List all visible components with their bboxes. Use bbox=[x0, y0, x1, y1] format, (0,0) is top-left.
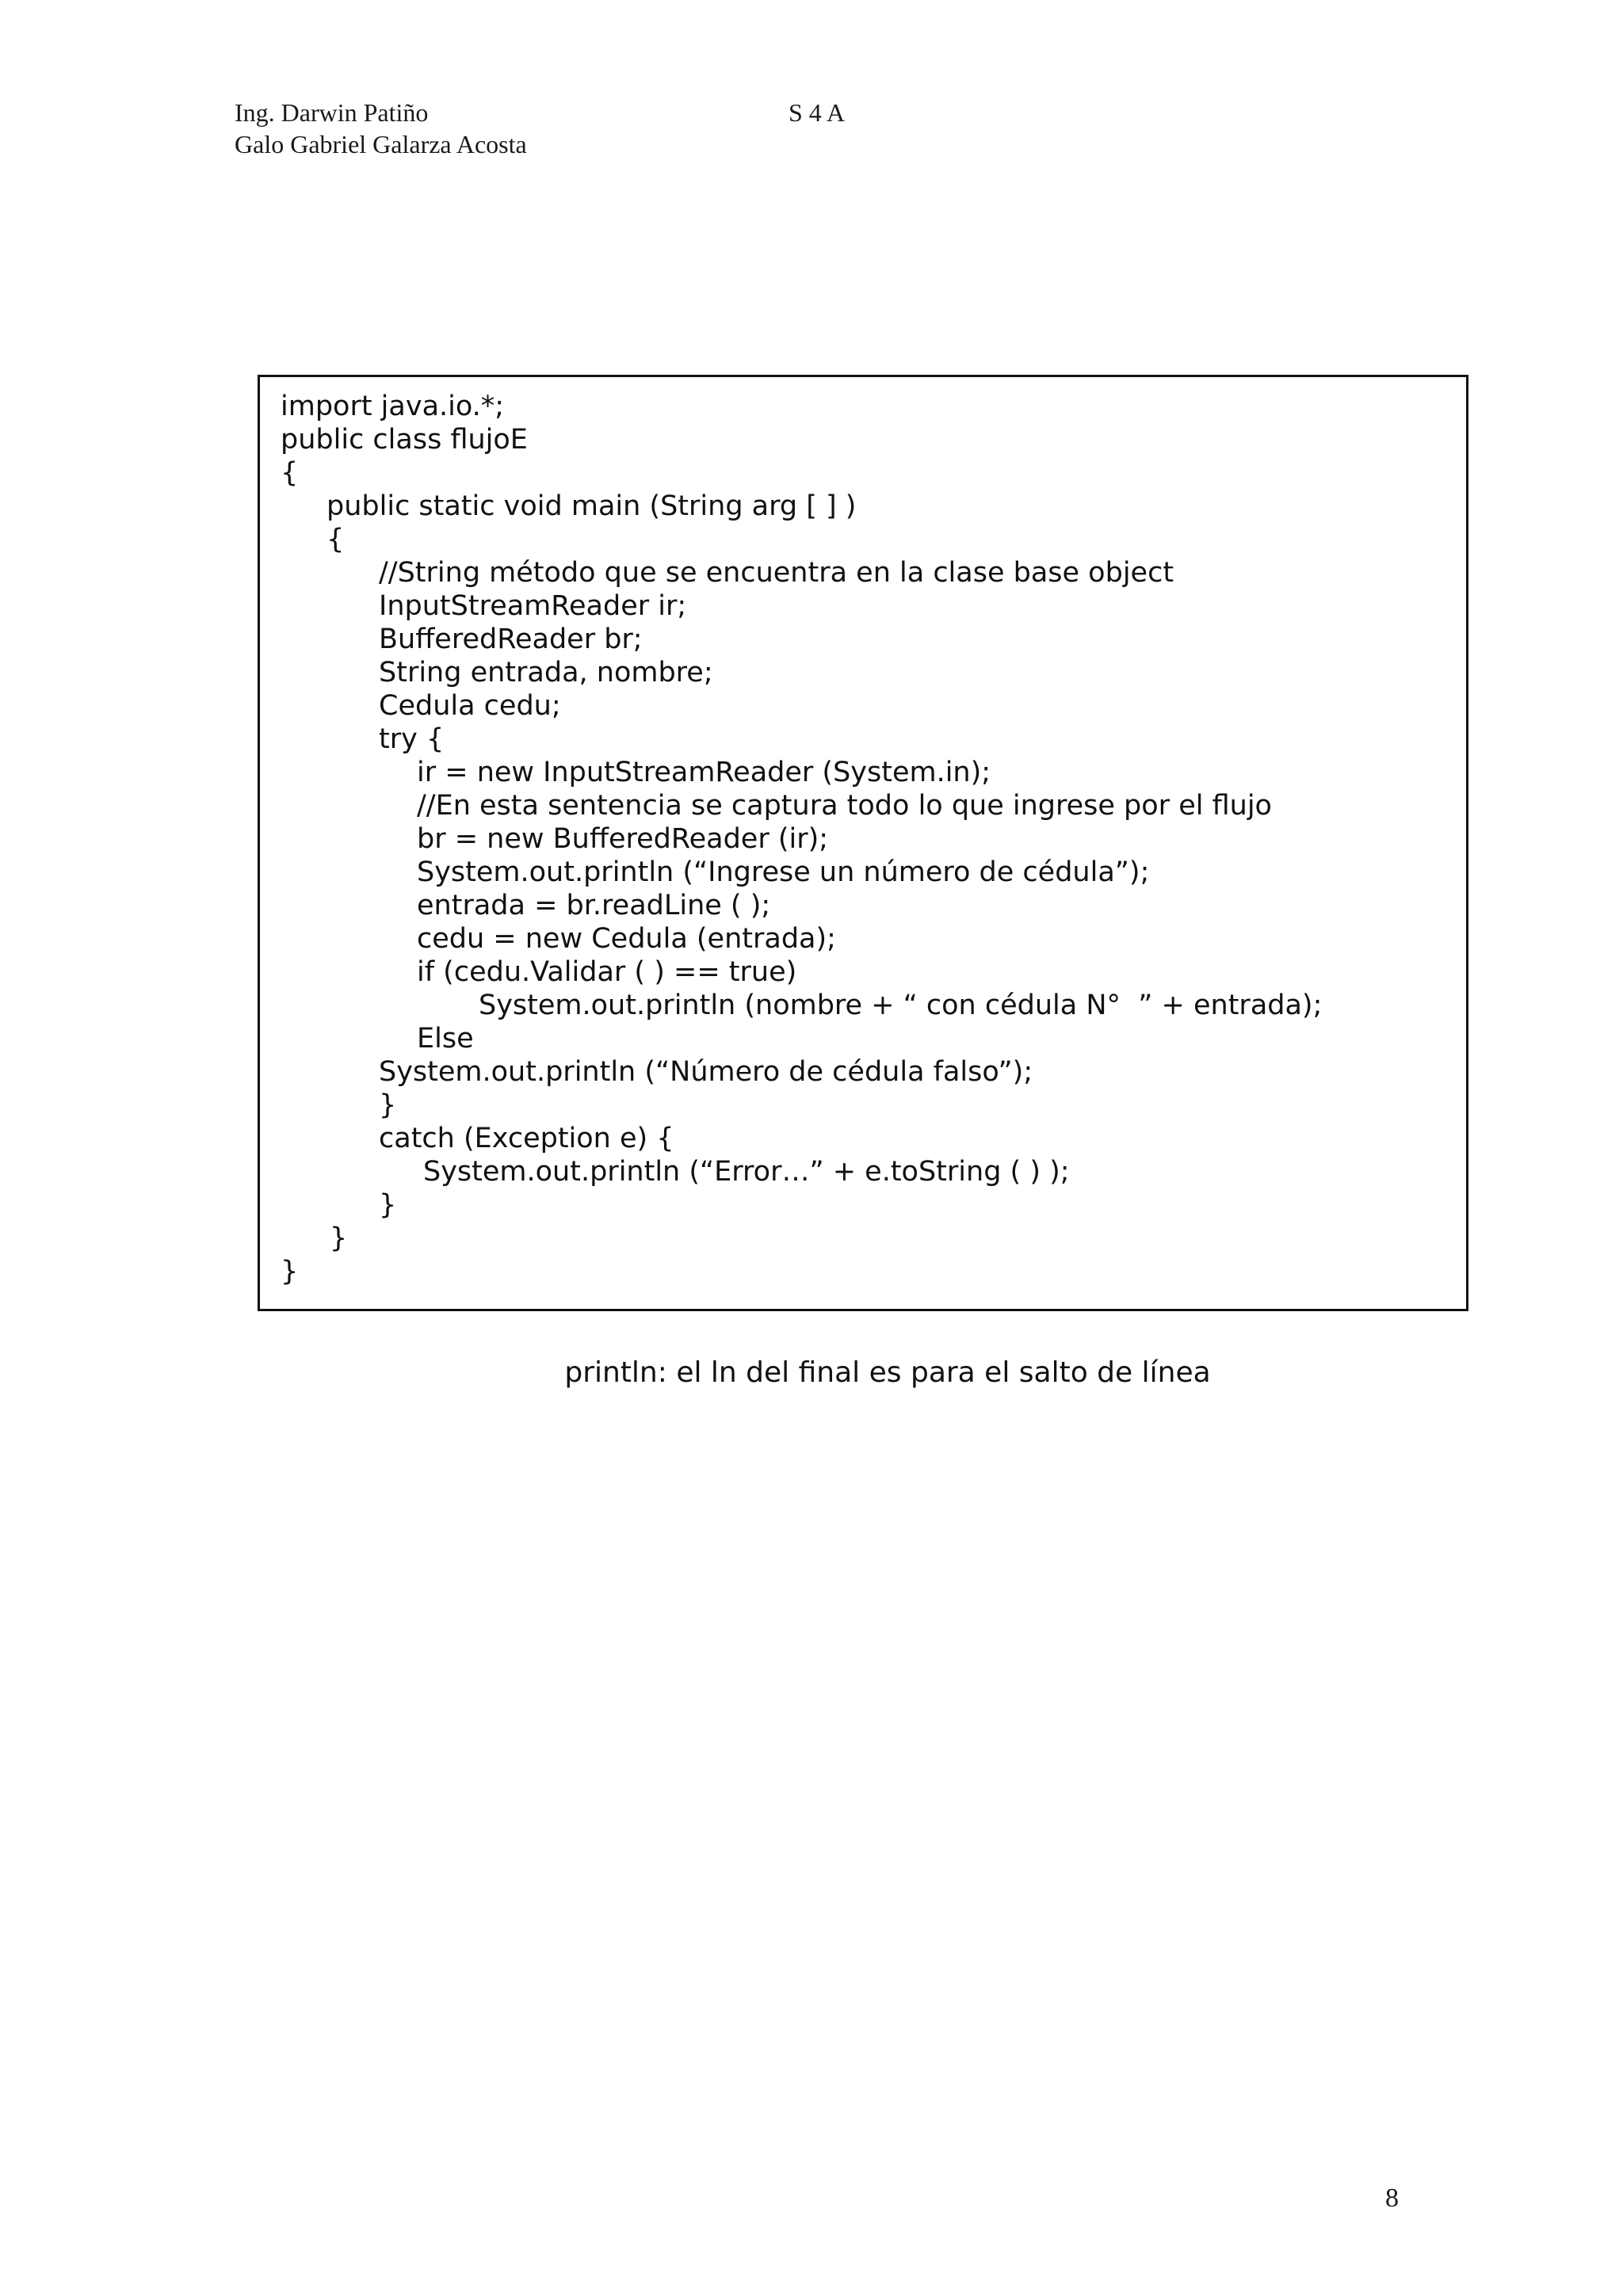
code-line: InputStreamReader ir; bbox=[379, 590, 687, 622]
code-line: System.out.println (nombre + “ con cédula N° ” + entrada); bbox=[479, 990, 1323, 1021]
code-line: System.out.println (“Número de cédula falso”); bbox=[379, 1056, 1033, 1088]
code-line: } bbox=[281, 1256, 299, 1287]
code-line: Else bbox=[417, 1023, 474, 1055]
code-line: //String método que se encuentra en la clase base object bbox=[379, 557, 1174, 589]
code-line: Cedula cedu; bbox=[379, 690, 561, 722]
code-line: ir = new InputStreamReader (System.in); bbox=[417, 757, 991, 788]
code-line: try { bbox=[379, 723, 445, 755]
page-number: 8 bbox=[1385, 2183, 1399, 2213]
code-caption-text: println: el ln del final es para el salto de línea bbox=[564, 1356, 1211, 1389]
code-line: //En esta sentencia se captura todo lo que ingrese por el flujo bbox=[417, 790, 1272, 822]
code-line: String entrada, nombre; bbox=[379, 657, 713, 688]
code-line: br = new BufferedReader (ir); bbox=[417, 823, 829, 855]
code-listing-box bbox=[258, 375, 1468, 1311]
code-line: public static void main (String arg [ ] ) bbox=[327, 490, 857, 522]
code-line: } bbox=[379, 1189, 397, 1221]
code-caption bbox=[0, 1356, 1623, 1389]
code-line: { bbox=[281, 457, 299, 489]
code-line: } bbox=[330, 1222, 348, 1254]
code-line: import java.io.*; bbox=[281, 391, 505, 422]
code-line: if (cedu.Validar ( ) == true) bbox=[417, 956, 797, 988]
code-line: catch (Exception e) { bbox=[379, 1123, 674, 1154]
code-line: System.out.println (“Error…” + e.toString ( ) ); bbox=[423, 1156, 1070, 1188]
header-author: Ing. Darwin Patiño bbox=[235, 98, 429, 127]
code-line: public class flujoE bbox=[281, 424, 528, 456]
code-line: entrada = br.readLine ( ); bbox=[417, 890, 771, 921]
code-line: } bbox=[379, 1089, 397, 1121]
code-line: cedu = new Cedula (entrada); bbox=[417, 923, 836, 955]
code-line: BufferedReader br; bbox=[379, 624, 643, 655]
header-student: Galo Gabriel Galarza Acosta bbox=[235, 130, 527, 158]
code-line: System.out.println (“Ingrese un número de cédula”); bbox=[417, 856, 1150, 888]
header-course: S 4 A bbox=[789, 98, 846, 127]
code-line: { bbox=[327, 524, 345, 555]
